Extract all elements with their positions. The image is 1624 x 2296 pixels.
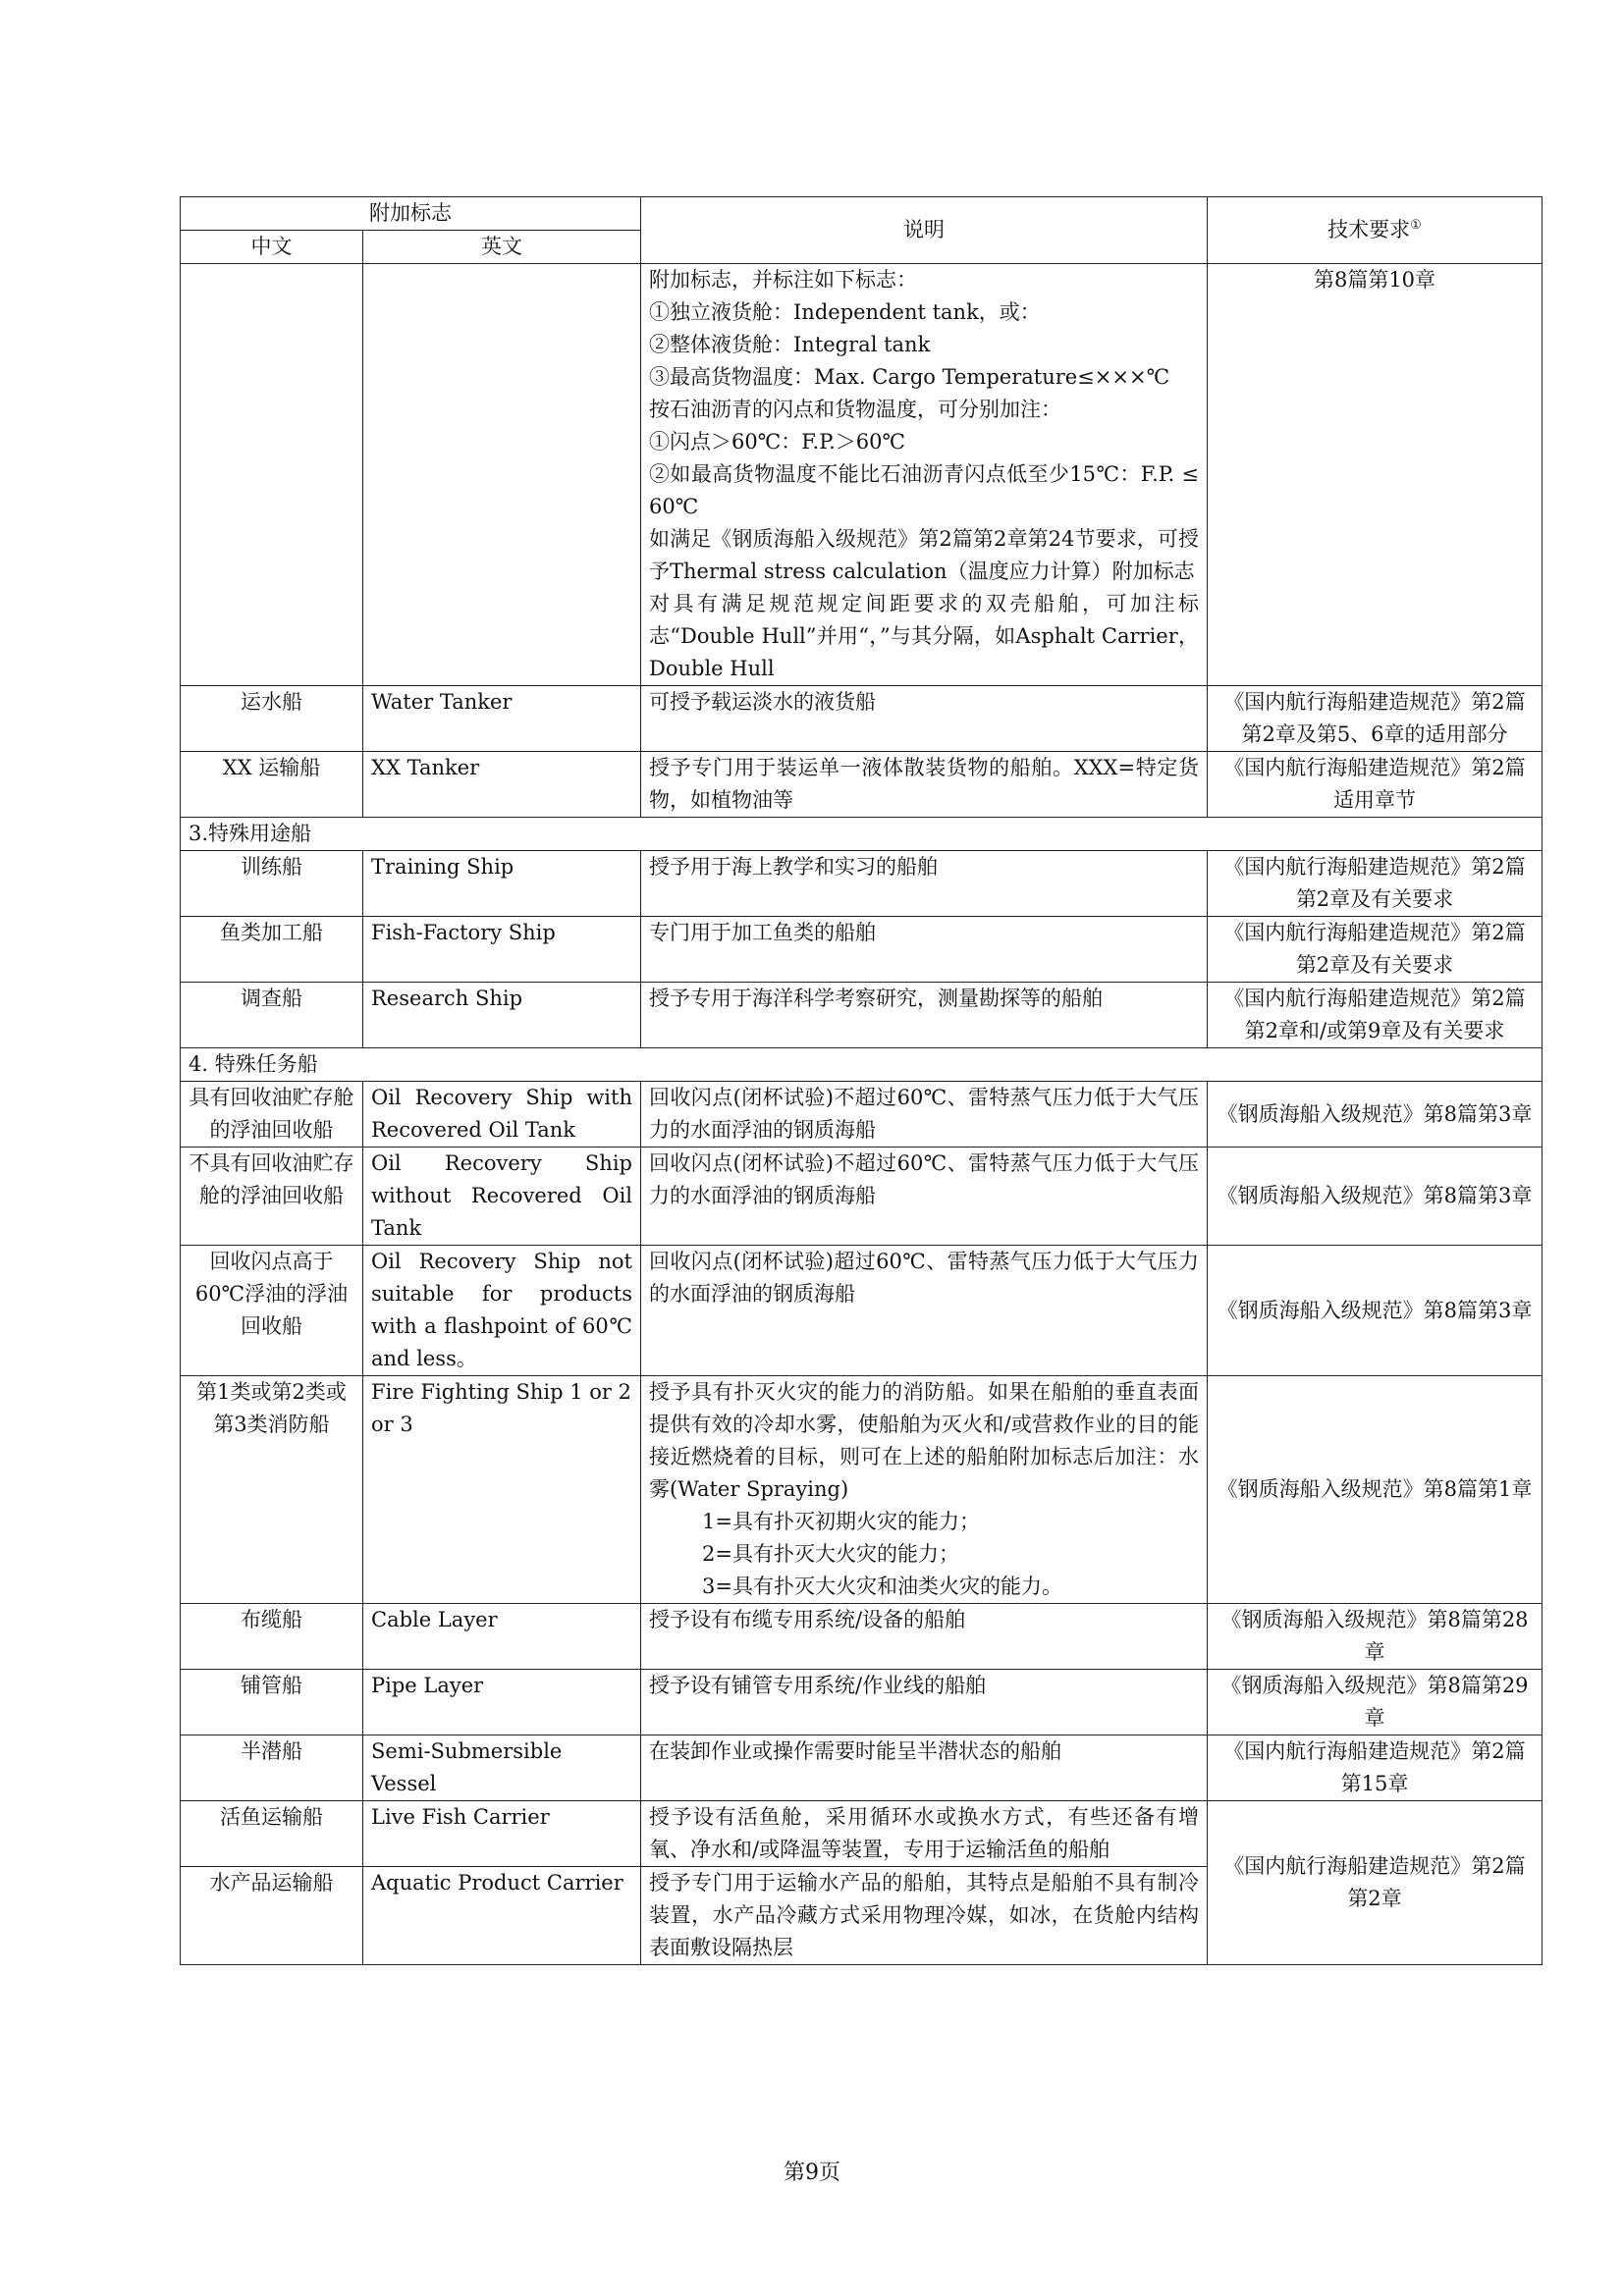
note-line: 如满足《钢质海船入级规范》第2篇第2章第24节要求，可授予Thermal stress calculation（温度应力计算）附加标志 (649, 527, 1199, 583)
cell-req: 《钢质海船入级规范》第8篇第1章 (1208, 1376, 1543, 1604)
table-row (181, 1246, 1543, 1376)
cell-desc: 回收闪点(闭杯试验)不超过60℃、雷特蒸气压力低于大气压力的水面浮油的钢质海船 (641, 1082, 1208, 1148)
table-row (181, 917, 1543, 983)
cell-cn: 调查船 (181, 983, 363, 1048)
header-desc: 说明 (641, 197, 1208, 264)
table-row (181, 983, 1543, 1048)
cell-en (363, 264, 641, 686)
cell-desc: 回收闪点(闭杯试验)超过60℃、雷特蒸气压力低于大气压力的水面浮油的钢质海船 (641, 1246, 1208, 1376)
cell-cn: 具有回收油贮存舱的浮油回收船 (181, 1082, 363, 1148)
cell-req: 《国内航行海船建造规范》第2篇第15章 (1208, 1735, 1543, 1801)
cell-cn: 鱼类加工船 (181, 917, 363, 983)
cell-req: 《国内航行海船建造规范》第2篇第2章及有关要求 (1208, 917, 1543, 983)
cell-cn: 回收闪点高于60℃浮油的浮油回收船 (181, 1246, 363, 1376)
cell-en: Fish-Factory Ship (363, 917, 641, 983)
cell-desc: 授予用于海上教学和实习的船舶 (641, 851, 1208, 917)
cell-desc: 专门用于加工鱼类的船舶 (641, 917, 1208, 983)
ship-notation-table (180, 196, 1543, 1965)
cell-req: 《钢质海船入级规范》第8篇第3章 (1208, 1082, 1543, 1148)
cell-cn: 活鱼运输船 (181, 1801, 363, 1867)
cell-en: Oil Recovery Ship not suitable for products with a flashpoint of 60℃ and less。 (363, 1246, 641, 1376)
cell-req: 《国内航行海船建造规范》第2篇适用章节 (1208, 752, 1543, 818)
header-req-label: 技术要求 (1327, 218, 1411, 241)
cell-req: 《国内航行海船建造规范》第2篇第2章及第5、6章的适用部分 (1208, 686, 1543, 752)
cell-en: Training Ship (363, 851, 641, 917)
cell-en: Cable Layer (363, 1604, 641, 1670)
cell-en: Oil Recovery Ship with Recovered Oil Tank (363, 1082, 641, 1148)
cell-desc: 在装卸作业或操作需要时能呈半潜状态的船舶 (641, 1735, 1208, 1801)
header-en: 英文 (363, 231, 641, 264)
note-line: ①闪点＞60℃：F.P.＞60℃ (649, 430, 905, 454)
table-row (181, 1670, 1543, 1735)
cell-en: Pipe Layer (363, 1670, 641, 1735)
cell-req: 《国内航行海船建造规范》第2篇第2章和/或第9章及有关要求 (1208, 983, 1543, 1048)
fire-desc: 授予具有扑灭火灾的能力的消防船。如果在船舶的垂直表面提供有效的冷却水雾，使船舶为灭火和/或营救作业的目的能接近燃烧着的目标，则可在上述的船舶附加标志后加注：水雾(Water Spraying) (649, 1380, 1199, 1501)
cell-cn: 不具有回收油贮存舱的浮油回收船 (181, 1148, 363, 1246)
cell-en: Live Fish Carrier (363, 1801, 641, 1867)
cell-en: Aquatic Product Carrier (363, 1867, 641, 1965)
cell-desc: 授予专门用于装运单一液体散装货物的船舶。XXX=特定货物，如植物油等 (641, 752, 1208, 818)
cell-cn: 水产品运输船 (181, 1867, 363, 1965)
cell-req: 《钢质海船入级规范》第8篇第3章 (1208, 1246, 1543, 1376)
header-row-1 (181, 197, 1543, 231)
cell-desc: 授予设有活鱼舱，采用循环水或换水方式，有些还备有增氧、净水和/或降温等装置，专用于运输活鱼的船舶 (641, 1801, 1208, 1867)
table-row (181, 1735, 1543, 1801)
cell-req: 《钢质海船入级规范》第8篇第28章 (1208, 1604, 1543, 1670)
cell-cn: 第1类或第2类或第3类消防船 (181, 1376, 363, 1604)
note-line: ②如最高货物温度不能比石油沥青闪点低至少15℃：F.P. ≤ 60℃ (649, 462, 1199, 518)
table-row (181, 851, 1543, 917)
note-line: ③最高货物温度：Max. Cargo Temperature≤×××℃ (649, 365, 1170, 389)
note-line: 附加标志，并标注如下标志： (649, 268, 917, 292)
cell-en: Fire Fighting Ship 1 or 2 or 3 (363, 1376, 641, 1604)
cell-en: XX Tanker (363, 752, 641, 818)
cell-cn: 半潜船 (181, 1735, 363, 1801)
fire-level-2: 2=具有扑灭大火灾的能力； (702, 1542, 959, 1566)
note-line: 对具有满足规范规定间距要求的双壳船舶，可加注标志“Double Hull”并用“，”与其分隔，如Asphalt Carrier，Double Hull (649, 592, 1199, 680)
cell-desc (641, 1376, 1208, 1604)
cell-desc (641, 264, 1208, 686)
section-row (181, 1048, 1543, 1082)
cell-req: 第8篇第10章 (1208, 264, 1543, 686)
table-row (181, 1082, 1543, 1148)
cell-cn: 铺管船 (181, 1670, 363, 1735)
cell-desc: 授予专用于海洋科学考察研究，测量勘探等的船舶 (641, 983, 1208, 1048)
cell-cn: 布缆船 (181, 1604, 363, 1670)
header-cn: 中文 (181, 231, 363, 264)
table-row-fire-fighting (181, 1376, 1543, 1604)
header-req (1208, 197, 1543, 264)
cell-en: Oil Recovery Ship without Recovered Oil Tank (363, 1148, 641, 1246)
section-heading-3: 3.特殊用途船 (181, 818, 1543, 851)
table-row-live-fish (181, 1801, 1543, 1867)
cell-desc: 回收闪点(闭杯试验)不超过60℃、雷特蒸气压力低于大气压力的水面浮油的钢质海船 (641, 1148, 1208, 1246)
section-row (181, 818, 1543, 851)
note-line: ①独立液货舱：Independent tank，或： (649, 300, 1041, 324)
cell-desc: 授予设有布缆专用系统/设备的船舶 (641, 1604, 1208, 1670)
page-number: 第9页 (784, 2161, 840, 2185)
table-row (181, 1604, 1543, 1670)
cell-en: Research Ship (363, 983, 641, 1048)
cell-cn: 运水船 (181, 686, 363, 752)
cell-desc: 授予设有铺管专用系统/作业线的船舶 (641, 1670, 1208, 1735)
header-req-note: ① (1410, 218, 1422, 233)
fire-level-3: 3=具有扑灭大火灾和油类火灾的能力。 (702, 1575, 1062, 1598)
note-line: 按石油沥青的闪点和货物温度，可分别加注： (649, 398, 1061, 421)
cell-desc: 授予专门用于运输水产品的船舶，其特点是船舶不具有制冷装置，水产品冷藏方式采用物理冷媒，如冰，在货舱内结构表面敷设隔热层 (641, 1867, 1208, 1965)
cell-req: 《国内航行海船建造规范》第2篇第2章及有关要求 (1208, 851, 1543, 917)
cell-desc: 可授予载运淡水的液货船 (641, 686, 1208, 752)
header-group: 附加标志 (181, 197, 641, 231)
cell-cn: XX 运输船 (181, 752, 363, 818)
cell-cn (181, 264, 363, 686)
cell-en: Water Tanker (363, 686, 641, 752)
note-line: ②整体液货舱：Integral tank (649, 333, 931, 356)
cell-req: 《钢质海船入级规范》第8篇第3章 (1208, 1148, 1543, 1246)
fire-level-1: 1=具有扑灭初期火灾的能力； (702, 1510, 980, 1533)
table-row (181, 752, 1543, 818)
cell-req: 《钢质海船入级规范》第8篇第29章 (1208, 1670, 1543, 1735)
cell-cn: 训练船 (181, 851, 363, 917)
table-row (181, 1148, 1543, 1246)
cell-en: Semi-Submersible Vessel (363, 1735, 641, 1801)
cell-req-shared: 《国内航行海船建造规范》第2篇第2章 (1208, 1801, 1543, 1965)
table-row-asphalt-continued (181, 264, 1543, 686)
section-heading-4: 4. 特殊任务船 (181, 1048, 1543, 1082)
table-row (181, 686, 1543, 752)
